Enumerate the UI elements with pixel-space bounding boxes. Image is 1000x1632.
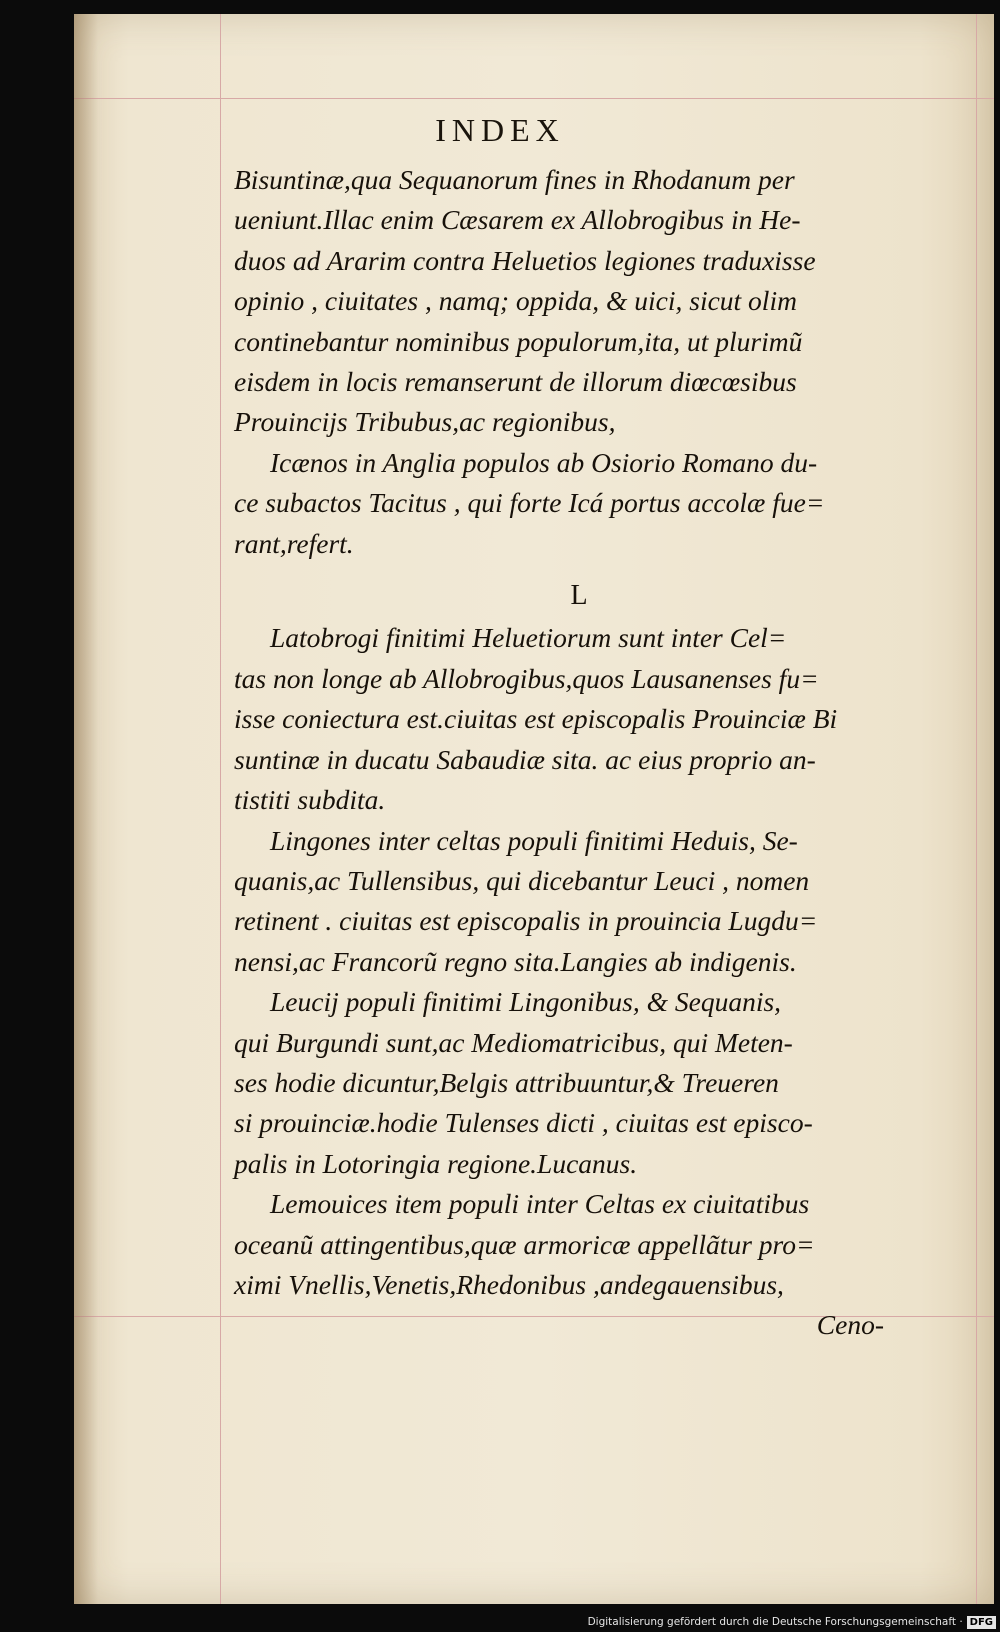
index-entry <box>234 618 924 820</box>
page-gutter-shadow <box>74 14 98 1604</box>
text-line: si prouinciæ.hodie Tulenses dicti , ciuitas est episco- <box>234 1107 813 1139</box>
index-entry <box>234 443 924 564</box>
margin-rule-top <box>74 98 994 99</box>
text-line: palis in Lotoringia regione.Lucanus. <box>234 1147 638 1179</box>
text-line: ximi Vnellis,Venetis,Rhedonibus ,andegauensibus, <box>234 1268 784 1300</box>
margin-rule-right <box>976 14 977 1604</box>
text-line: quanis,ac Tullensibus, qui dicebantur Leuci , nomen <box>234 864 810 896</box>
index-entry <box>234 1184 924 1305</box>
text-line: retinent . ciuitas est episcopalis in prouincia Lugdu= <box>234 905 818 937</box>
text-line: suntinæ in ducatu Sabaudiæ sita. ac eius proprio an- <box>234 743 816 775</box>
digitization-footer <box>588 1614 996 1630</box>
text-line: opinio , ciuitates , namq; oppida, & uici, sicut olim <box>234 285 797 317</box>
text-line: qui Burgundi sunt,ac Mediomatricibus, qui Meten- <box>234 1026 793 1058</box>
margin-rule-left <box>220 14 221 1604</box>
text-line: ueniunt.Illac enim Cæsarem ex Allobrogibus in He- <box>234 204 801 236</box>
text-line: nensi,ac Francorũ regno sita.Langies ab indigenis. <box>234 945 797 977</box>
text-line: Lingones inter celtas populi finitimi Heduis, Se- <box>270 824 798 856</box>
text-line: Bisuntinæ,qua Sequanorum fines in Rhodanum per <box>234 164 795 195</box>
index-entry <box>234 982 924 1184</box>
text-line: Icænos in Anglia populos ab Osiorio Romano du- <box>270 446 818 478</box>
text-line: tistiti subdita. <box>234 784 386 816</box>
text-line: tas non longe ab Allobrogibus,quos Lausanenses fu= <box>234 662 819 694</box>
text-line: duos ad Ararim contra Heluetios legiones traduxisse <box>234 244 816 276</box>
running-header: INDEX <box>435 112 565 148</box>
text-line: ses hodie dicuntur,Belgis attribuuntur,& Treueren <box>234 1066 779 1098</box>
index-entry <box>234 160 924 443</box>
text-line: ce subactos Tacitus , qui forte Icá portus accolæ fue= <box>234 487 825 519</box>
text-line: continebantur nominibus populorum,ita, ut plurimũ <box>234 325 803 357</box>
index-text <box>234 160 924 1346</box>
catchword: Ceno- <box>816 1309 884 1341</box>
text-line: rant,refert. <box>234 527 354 559</box>
section-letter: L <box>570 580 588 612</box>
dfg-logo-icon: DFG <box>967 1616 996 1629</box>
index-entry <box>234 821 924 983</box>
text-line: Leucij populi finitimi Lingonibus, & Sequanis, <box>270 986 782 1018</box>
text-line: Prouincijs Tribubus,ac regionibus, <box>234 406 616 438</box>
text-line: Lemouices item populi inter Celtas ex ciuitatibus <box>270 1188 810 1220</box>
text-line: isse coniectura est.ciuitas est episcopalis Prouinciæ Bi <box>234 703 838 735</box>
text-line: Latobrogi finitimi Heluetiorum sunt inter Cel= <box>270 622 787 654</box>
text-line: eisdem in locis remanserunt de illorum diœcœsibus <box>234 366 797 398</box>
footer-credit: Digitalisierung gefördert durch die Deutsche Forschungsgemeinschaft · <box>587 1616 963 1628</box>
text-line: oceanũ attingentibus,quæ armoricæ appellãtur pro= <box>234 1228 815 1260</box>
